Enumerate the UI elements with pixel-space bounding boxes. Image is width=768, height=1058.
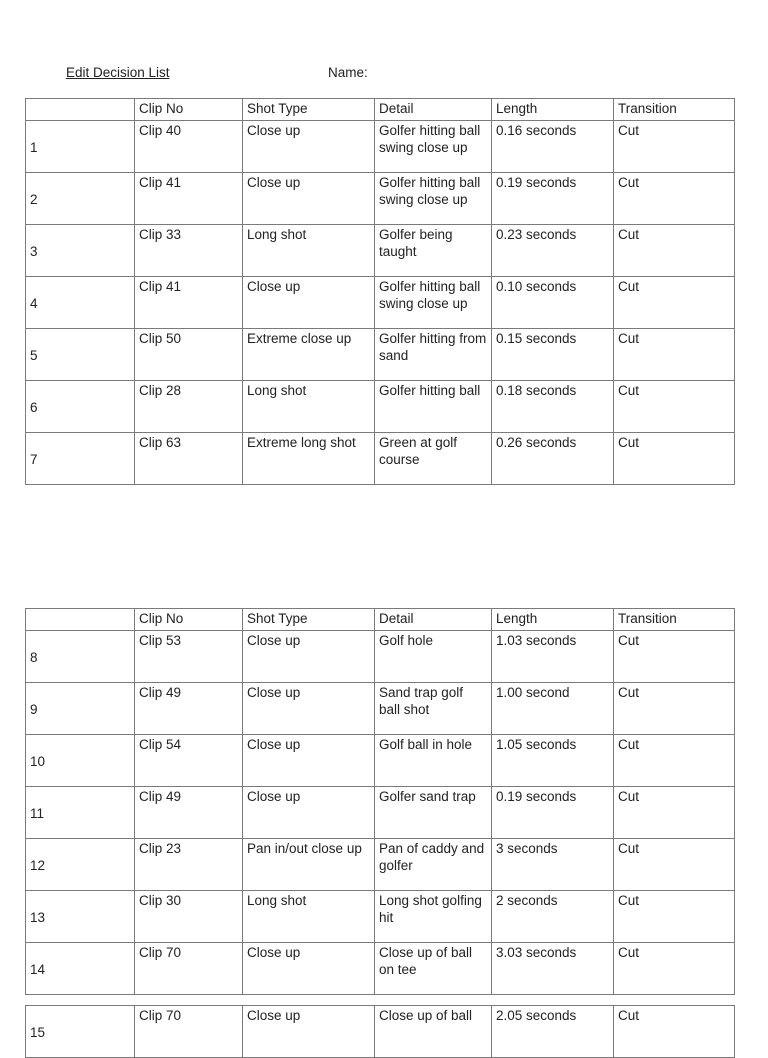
shot-number-cell: 10 [26,735,135,787]
transition-cell: Cut [614,735,735,787]
length-cell: 0.18 seconds [492,381,614,433]
detail-cell: Close up of ball [375,1006,492,1058]
length-cell: 0.16 seconds [492,121,614,173]
transition-cell: Cut [614,381,735,433]
clip-no-cell: Clip 50 [135,329,243,381]
length-header: Length [492,99,614,121]
shot-number-cell: 14 [26,943,135,995]
transition-cell: Cut [614,943,735,995]
shot-number-cell: 8 [26,631,135,683]
shot-number-cell: 15 [26,1006,135,1058]
transition-cell: Cut [614,329,735,381]
transition-cell: Cut [614,121,735,173]
detail-cell: Golfer hitting ball swing close up [375,277,492,329]
shot-type-cell: Close up [243,1006,375,1058]
table-row [26,735,735,787]
shot-type-cell: Extreme long shot [243,433,375,485]
detail-cell: Golf hole [375,631,492,683]
clip-no-cell: Clip 41 [135,173,243,225]
detail-cell: Sand trap golf ball shot [375,683,492,735]
table-header-row [26,609,735,631]
detail-cell: Golfer hitting ball swing close up [375,173,492,225]
clip-no-cell: Clip 53 [135,631,243,683]
clip-no-cell: Clip 49 [135,683,243,735]
length-cell: 3.03 seconds [492,943,614,995]
transition-header: Transition [614,609,735,631]
transition-cell: Cut [614,173,735,225]
clip-no-header: Clip No [135,609,243,631]
shot-type-cell: Pan in/out close up [243,839,375,891]
clip-no-cell: Clip 63 [135,433,243,485]
shot-number-cell: 1 [26,121,135,173]
length-cell: 0.10 seconds [492,277,614,329]
transition-cell: Cut [614,631,735,683]
shot-type-cell: Close up [243,631,375,683]
table-header-row [26,99,735,121]
shot-type-cell: Long shot [243,225,375,277]
length-cell: 2 seconds [492,891,614,943]
table-body [26,1006,735,1058]
transition-cell: Cut [614,225,735,277]
transition-header: Transition [614,99,735,121]
clip-no-cell: Clip 41 [135,277,243,329]
shot-type-header: Shot Type [243,609,375,631]
shot-number-cell: 3 [26,225,135,277]
table-row [26,839,735,891]
length-header: Length [492,609,614,631]
shot-number-cell: 9 [26,683,135,735]
transition-cell: Cut [614,277,735,329]
length-cell: 0.26 seconds [492,433,614,485]
table-row [26,943,735,995]
clip-no-cell: Clip 33 [135,225,243,277]
clip-no-cell: Clip 30 [135,891,243,943]
name-label: Name: [328,65,368,80]
table-row [26,329,735,381]
table-row [26,683,735,735]
table-row [26,381,735,433]
clip-no-cell: Clip 23 [135,839,243,891]
table-body [26,609,735,995]
detail-cell: Golfer being taught [375,225,492,277]
clip-no-cell: Clip 49 [135,787,243,839]
transition-cell: Cut [614,1006,735,1058]
table-row [26,121,735,173]
table-row [26,225,735,277]
length-cell: 0.19 seconds [492,173,614,225]
length-cell: 0.15 seconds [492,329,614,381]
shot-type-cell: Long shot [243,891,375,943]
detail-cell: Golf ball in hole [375,735,492,787]
shot-type-cell: Close up [243,943,375,995]
detail-header: Detail [375,609,492,631]
table-body [26,99,735,485]
detail-cell: Green at golf course [375,433,492,485]
clip-no-cell: Clip 54 [135,735,243,787]
detail-cell: Golfer hitting ball swing close up [375,121,492,173]
detail-cell: Close up of ball on tee [375,943,492,995]
table-row [26,787,735,839]
shot-type-cell: Close up [243,735,375,787]
edit-decision-table-1 [25,98,735,485]
shot-type-cell: Close up [243,787,375,839]
length-cell: 0.23 seconds [492,225,614,277]
length-cell: 2.05 seconds [492,1006,614,1058]
detail-cell: Golfer hitting ball [375,381,492,433]
shot-type-cell: Close up [243,683,375,735]
shot-type-cell: Close up [243,173,375,225]
length-cell: 1.05 seconds [492,735,614,787]
shot-number-cell: 6 [26,381,135,433]
detail-cell: Long shot golfing hit [375,891,492,943]
edit-decision-table-2 [25,608,735,995]
table-row [26,1006,735,1058]
length-cell: 3 seconds [492,839,614,891]
shot-type-cell: Long shot [243,381,375,433]
clip-no-cell: Clip 28 [135,381,243,433]
detail-cell: Golfer sand trap [375,787,492,839]
shot-number-cell: 2 [26,173,135,225]
shot-number-cell: 4 [26,277,135,329]
document-header [0,65,768,83]
table-row [26,173,735,225]
shot-number-cell: 7 [26,433,135,485]
shot-type-cell: Extreme close up [243,329,375,381]
shot-number-cell: 11 [26,787,135,839]
clip-no-cell: Clip 40 [135,121,243,173]
clip-no-header: Clip No [135,99,243,121]
shot-number-cell: 13 [26,891,135,943]
shot-type-cell: Close up [243,121,375,173]
shot-type-cell: Close up [243,277,375,329]
table-row [26,277,735,329]
shot-number-cell: 12 [26,839,135,891]
shot-type-header: Shot Type [243,99,375,121]
detail-cell: Pan of caddy and golfer [375,839,492,891]
table-row [26,891,735,943]
transition-cell: Cut [614,891,735,943]
shot-number-cell: 5 [26,329,135,381]
table-row [26,631,735,683]
length-cell: 1.00 second [492,683,614,735]
transition-cell: Cut [614,433,735,485]
transition-cell: Cut [614,683,735,735]
number-header [26,609,135,631]
table-row [26,433,735,485]
detail-cell: Golfer hitting from sand [375,329,492,381]
detail-header: Detail [375,99,492,121]
clip-no-cell: Clip 70 [135,1006,243,1058]
transition-cell: Cut [614,787,735,839]
transition-cell: Cut [614,839,735,891]
edit-decision-table-3 [25,1005,735,1058]
clip-no-cell: Clip 70 [135,943,243,995]
length-cell: 0.19 seconds [492,787,614,839]
length-cell: 1.03 seconds [492,631,614,683]
number-header [26,99,135,121]
document-title: Edit Decision List [66,65,170,80]
